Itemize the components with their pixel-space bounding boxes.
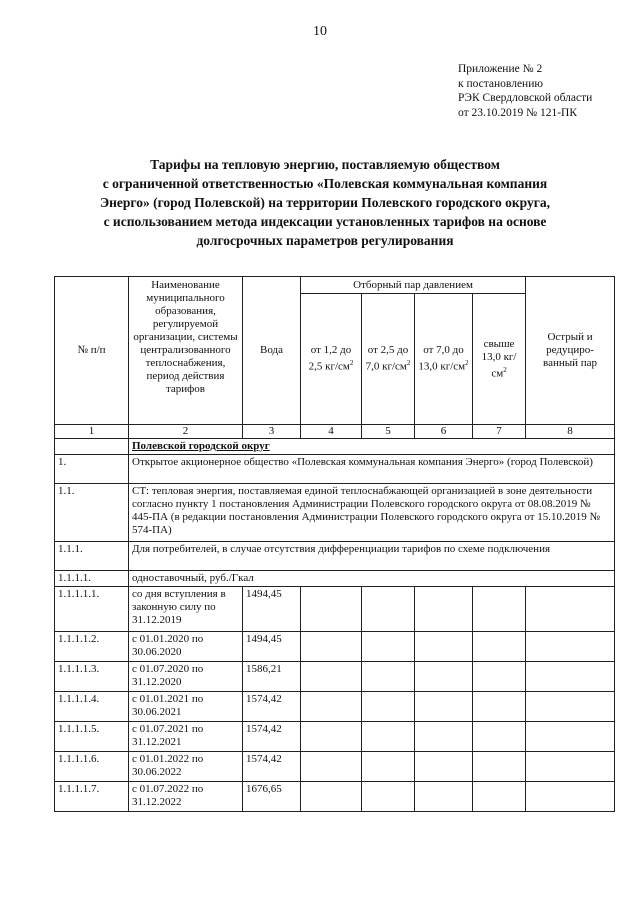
empty-cell [362,782,415,812]
row-num: 1.1.1.1. [55,571,129,587]
row-num: 1.1. [55,484,129,542]
title-line: Тарифы на тепловую энергию, поставляемую обществом [150,157,500,172]
superscript: 2 [406,359,411,368]
period: с 01.01.2020 по 30.06.2020 [129,632,243,662]
organization-name: Открытое акционерное общество «Полевская коммунальная компания Энерго» (город Полевской) [129,455,615,484]
superscript: 2 [503,365,507,374]
empty-cell [473,692,526,722]
table-row [55,662,615,692]
period: с 01.07.2021 по 31.12.2021 [129,722,243,752]
empty-cell [415,782,473,812]
empty-cell [362,722,415,752]
row-num: 1.1.1.1.4. [55,692,129,722]
rate-type: одноставочный, руб./Гкал [129,571,615,587]
region-name: Полевской городской округ [129,439,615,455]
header-pressure-3 [415,294,473,425]
col-number: 2 [129,425,243,439]
col-number: 6 [415,425,473,439]
header-pressure-4-text: свыше 13,0 кг/см [481,337,517,380]
empty-cell [301,752,362,782]
header-sharp-steam: Острый и редуциро-ванный пар [526,277,615,425]
empty-cell [526,722,615,752]
table-row [55,587,615,632]
title-line: Энерго» (город Полевской) на территории Полевского городского округа, [100,195,550,210]
col-number: 4 [301,425,362,439]
empty-cell [362,692,415,722]
title-line: с использованием метода индексации установленных тарифов на основе [103,214,547,229]
empty-cell [473,752,526,782]
empty-cell [415,722,473,752]
empty-cell [301,662,362,692]
empty-cell [301,722,362,752]
empty-cell [362,662,415,692]
superscript: 2 [349,359,354,368]
water-tariff: 1494,45 [243,632,301,662]
superscript: 2 [465,359,469,368]
empty-cell [415,662,473,692]
col-number: 1 [55,425,129,439]
row-num: 1. [55,455,129,484]
header-water: Вода [243,277,301,425]
empty-cell [362,587,415,632]
header-pressure-2 [362,294,415,425]
table-row [55,752,615,782]
empty-cell [301,587,362,632]
appendix-line: РЭК Свердловской области [458,92,593,104]
empty-cell [415,692,473,722]
header-pressure-1-text: от 1,2 до 2,5 кг/см [308,344,352,373]
row-num: 1.1.1.1.7. [55,782,129,812]
row-num: 1.1.1. [55,542,129,571]
row-num: 1.1.1.1.5. [55,722,129,752]
appendix-line: к постановлению [458,77,543,90]
document-title [60,155,590,250]
water-tariff: 1574,42 [243,722,301,752]
empty-cell [526,752,615,782]
period: с 01.01.2021 по 30.06.2021 [129,692,243,722]
water-tariff: 1676,65 [243,782,301,812]
table-row [55,722,615,752]
header-num: № п/п [55,277,129,425]
header-name: Наименование муниципального образования, регулируемой организации, системы централизованного теплоснабжения, период действия тарифов [129,277,243,425]
col-number: 5 [362,425,415,439]
table-row [55,692,615,722]
empty-cell [415,587,473,632]
period: с 01.07.2020 по 31.12.2020 [129,662,243,692]
appendix-line: Приложение № 2 [458,63,543,75]
empty-cell [526,632,615,662]
col-number: 7 [473,425,526,439]
empty-cell [362,632,415,662]
water-tariff: 1574,42 [243,752,301,782]
col-number: 8 [526,425,615,439]
empty-cell [301,782,362,812]
table-row [55,782,615,812]
water-tariff: 1574,42 [243,692,301,722]
col-number: 3 [243,425,301,439]
empty-cell [526,587,615,632]
title-line: долгосрочных параметров регулирования [196,233,454,248]
water-tariff: 1494,45 [243,587,301,632]
appendix-block [458,62,592,120]
empty-cell [473,632,526,662]
header-pressure-1 [301,294,362,425]
row-num: 1.1.1.1.3. [55,662,129,692]
page-number: 10 [313,24,327,39]
water-tariff: 1586,21 [243,662,301,692]
empty-cell [473,782,526,812]
period: со дня вступления в законную силу по 31.12.2019 [129,587,243,632]
system-description: СТ: тепловая энергия, поставляемая единой теплоснабжающей организацией в зоне деятельности согласно пункту 1 постановления Администрации Полевского городского округа от 08.08.2019 № 445-ПА (в редакции постановления Администрации Полевского городского округа от 15.10.2019 № 574-ПА) [129,484,615,542]
header-pressure-3-text: от 7,0 до 13,0 кг/см [418,344,466,373]
empty-cell [473,587,526,632]
empty-cell [526,692,615,722]
appendix-line: от 23.10.2019 № 121-ПК [458,106,578,119]
row-num: 1.1.1.1.6. [55,752,129,782]
empty-cell [301,632,362,662]
empty-cell [473,662,526,692]
row-num: 1.1.1.1.1. [55,587,129,632]
empty-cell [526,782,615,812]
header-steam: Отборный пар давлением [301,277,526,294]
empty-cell [301,692,362,722]
empty-cell [415,752,473,782]
empty-cell [415,632,473,662]
period: с 01.07.2022 по 31.12.2022 [129,782,243,812]
empty-cell [55,439,129,455]
period: с 01.01.2022 по 30.06.2022 [129,752,243,782]
tariff-table [54,276,615,812]
header-pressure-2-text: от 2,5 до 7,0 кг/см [365,344,409,373]
empty-cell [473,722,526,752]
empty-cell [526,662,615,692]
header-pressure-4 [473,294,526,425]
consumer-group: Для потребителей, в случае отсутствия дифференциации тарифов по схеме подключения [129,542,615,571]
empty-cell [362,752,415,782]
row-num: 1.1.1.1.2. [55,632,129,662]
table-row [55,632,615,662]
title-line: с ограниченной ответственностью «Полевская коммунальная компания [102,176,548,191]
